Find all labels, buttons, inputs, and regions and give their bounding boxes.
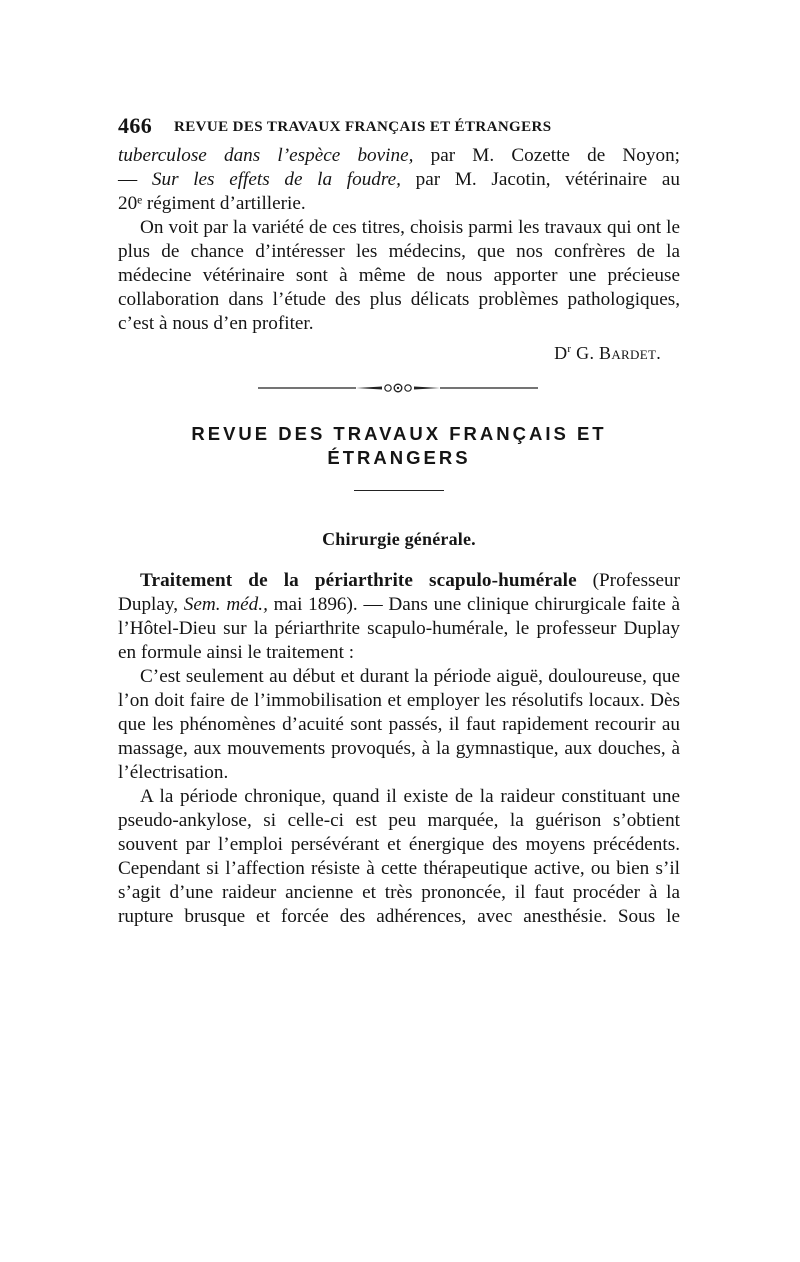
article-body [118, 569, 680, 929]
article-source: Sem. méd., [183, 594, 268, 615]
article-paragraph-1 [118, 569, 680, 665]
running-head [118, 112, 680, 144]
prev-line-1-italic: tuberculose dans l’espèce bovine, [118, 145, 414, 166]
document-page [118, 112, 680, 929]
running-title: REVUE DES TRAVAUX FRANÇAIS ET ÉTRANGERS [174, 119, 552, 135]
prev-line-2-rest: par M. Jacotin, vétérinaire au [400, 169, 680, 190]
prev-line-3: 20ᵉ régiment d’artillerie. [118, 193, 306, 214]
signature-prefix: D [554, 343, 568, 363]
ornament-rule-icon [258, 379, 538, 397]
section-rule [354, 490, 444, 491]
article-intro-rest-2: mai 1896). — Dans une clinique chirurgicale faite à l’Hôtel-Dieu sur la périarthrite scapulo-humérale, le professeur Duplay en formule ainsi le traitement : [118, 594, 680, 663]
prev-line-2 [118, 168, 680, 192]
prev-line-2-italic: Sur les effets de la foudre, [151, 169, 401, 190]
article-intro-rest-1: (Professeur Duplay, [118, 570, 680, 615]
article-title: Traitement de la périarthrite scapulo-humérale [140, 570, 577, 591]
subsection-title: Chirurgie générale. [322, 529, 476, 549]
subsection-gap [118, 551, 680, 569]
section-title: REVUE DES TRAVAUX FRANÇAIS ET ÉTRANGERS [191, 423, 607, 468]
article-paragraph-3: A la période chronique, quand il existe de la raideur constituant une pseudo-ankylose, si celle-ci est peu marquée, la guérison s’obtient souvent par l’emploi persévérant et énergique des moyens précédents. Cependant si l’affection résiste à cette thérapeutique active, ou bien s’il s’agit d’une raideur ancienne et très prononcée, il faut procéder à la rupture brusque et forcée des adhérences, avec anesthésie. Sous le [118, 786, 680, 927]
signature-name: G. Bardet. [571, 343, 661, 363]
prev-line-1-rest: par M. Cozette de Noyon; [413, 145, 680, 166]
previous-article-ending [118, 144, 680, 365]
page-number: 466 [118, 113, 153, 138]
signature-sup: r [567, 343, 572, 355]
prev-paragraph-2: On voit par la variété de ces titres, choisis parmi les travaux qui ont le plus de chance d’intéresser les médecins, que nos confrères de la médecine vétérinaire sont à même de nous apporter une précieuse collaboration dans l’étude des plus délicats problèmes pathologiques, c’est à nous d’en profiter. [118, 217, 680, 334]
prev-line-2-prefix: — [118, 169, 152, 190]
signature [118, 337, 680, 365]
ornament-divider [118, 379, 680, 397]
prev-line-1 [118, 144, 680, 168]
article-paragraph-2: C’est seulement au début et durant la période aiguë, douloureuse, que l’on doit faire de l’immobilisation et employer les résolutifs locaux. Dès que les phénomènes d’acuité sont passés, il faut rapidement recourir au massage, aux mouvements provoqués, à la gymnastique, aux douches, à l’électrisation. [118, 666, 680, 783]
